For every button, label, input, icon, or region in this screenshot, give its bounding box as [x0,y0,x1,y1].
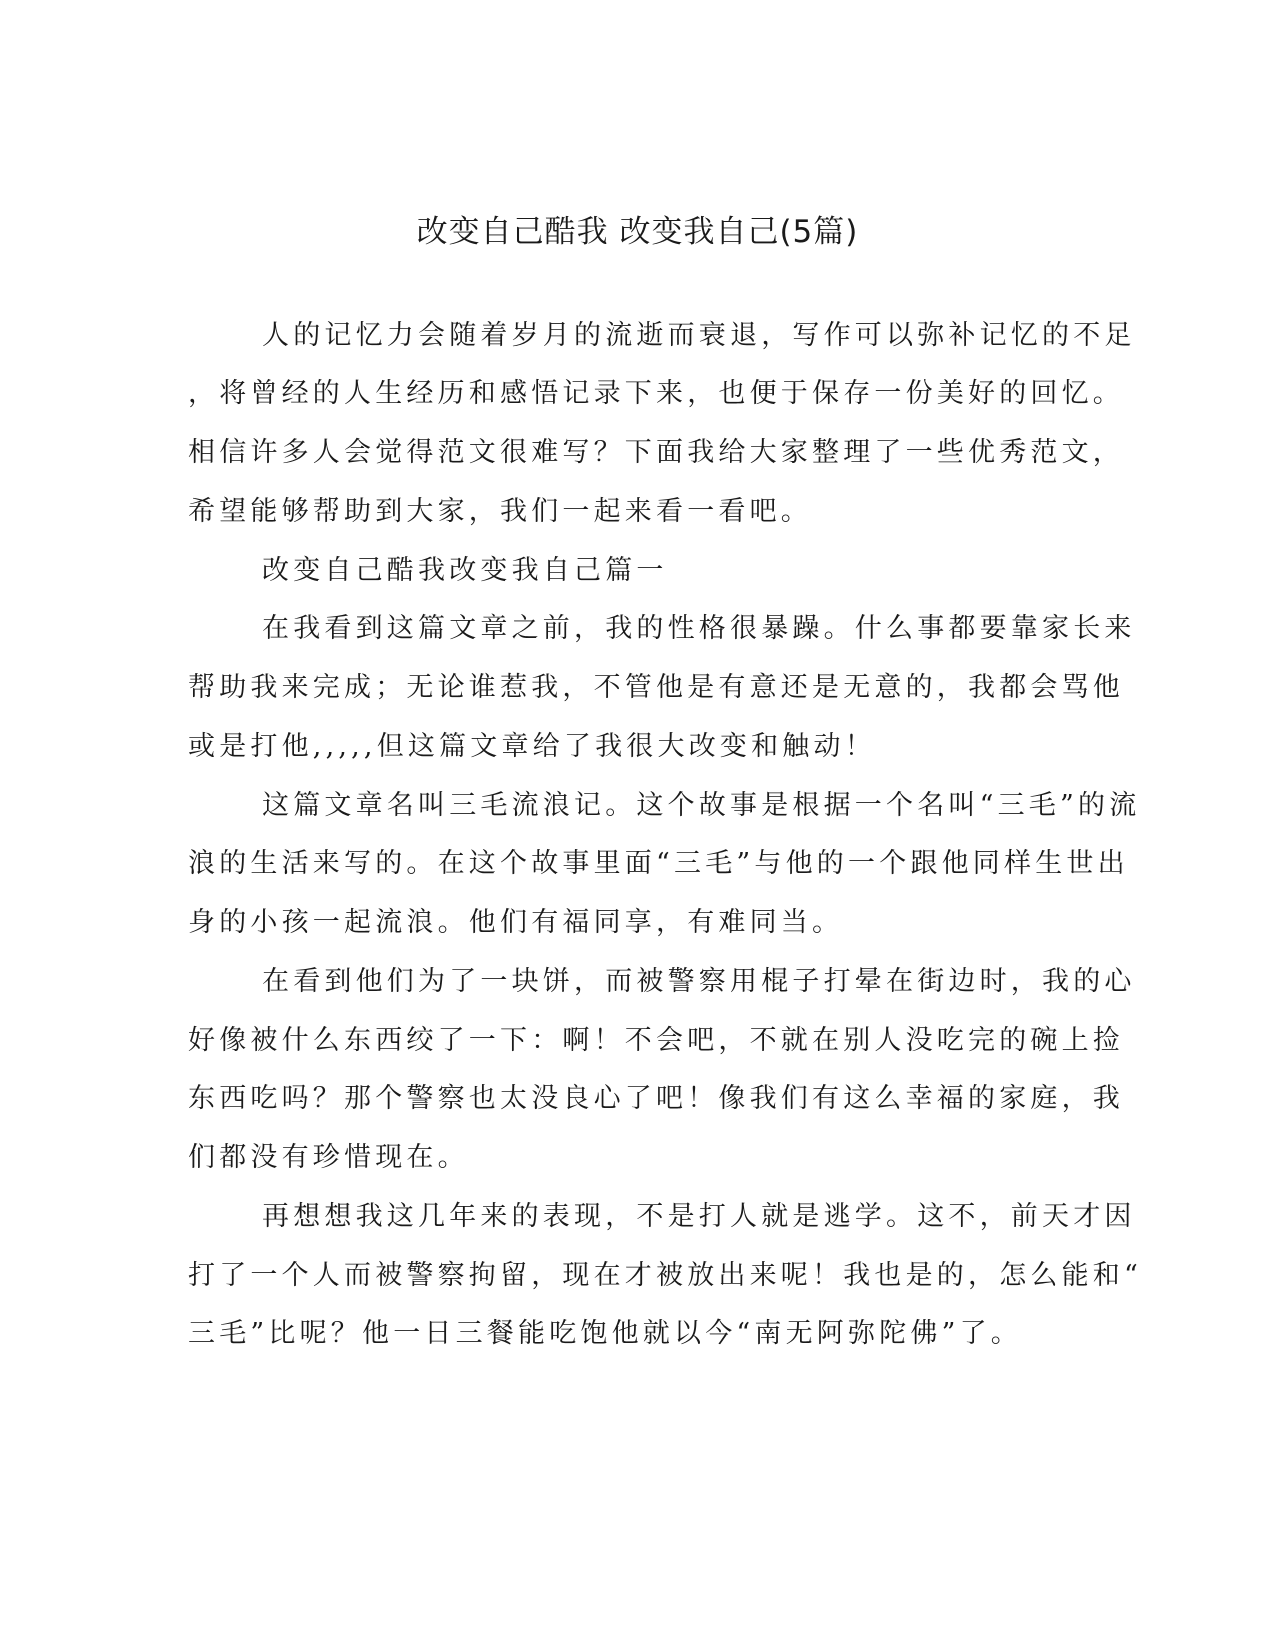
paragraph-line: 或是打他,,,,,但这篇文章给了我很大改变和触动！ [188,731,876,762]
paragraph-line: 再想想我这几年来的表现，不是打人就是逃学。这不，前天才因 [262,1201,1136,1232]
paragraph-line: 东西吃吗？那个警察也太没良心了吧！像我们有这么幸福的家庭，我 [188,1083,1124,1114]
paragraph-line: 在我看到这篇文章之前，我的性格很暴躁。什么事都要靠家长来 [262,613,1136,644]
paragraph-line: 浪的生活来写的。在这个故事里面“三毛”与他的一个跟他同样生世出 [188,848,1129,879]
paragraph-line: ，将曾经的人生经历和感悟记录下来，也便于保存一份美好的回忆。 [188,378,1124,409]
document-title: 改变自己酷我 改变我自己(5篇) [416,214,859,250]
paragraph-line: 打了一个人而被警察拘留，现在才被放出来呢！我也是的，怎么能和“ [188,1260,1143,1291]
paragraph-line: 这篇文章名叫三毛流浪记。这个故事是根据一个名叫“三毛”的流 [262,790,1141,821]
paragraph-line: 好像被什么东西绞了一下：啊！不会吧，不就在别人没吃完的碗上捡 [188,1025,1124,1056]
paragraph-line: 帮助我来完成；无论谁惹我，不管他是有意还是无意的，我都会骂他 [188,672,1124,703]
paragraph-line: 们都没有珍惜现在。 [188,1142,469,1173]
paragraph-line: 三毛”比呢？他一日三餐能吃饱他就以今“南无阿弥陀佛”了。 [188,1318,1023,1349]
paragraph-line: 人的记忆力会随着岁月的流逝而衰退，写作可以弥补记忆的不足 [262,320,1136,351]
paragraph-line: 希望能够帮助到大家，我们一起来看一看吧。 [188,496,812,527]
paragraph-line: 相信许多人会觉得范文很难写？下面我给大家整理了一些优秀范文， [188,437,1124,468]
paragraph-line: 在看到他们为了一块饼，而被警察用棍子打晕在街边时，我的心 [262,966,1136,997]
paragraph-line: 身的小孩一起流浪。他们有福同享，有难同当。 [188,907,844,938]
section-heading: 改变自己酷我改变我自己篇一 [262,555,668,586]
